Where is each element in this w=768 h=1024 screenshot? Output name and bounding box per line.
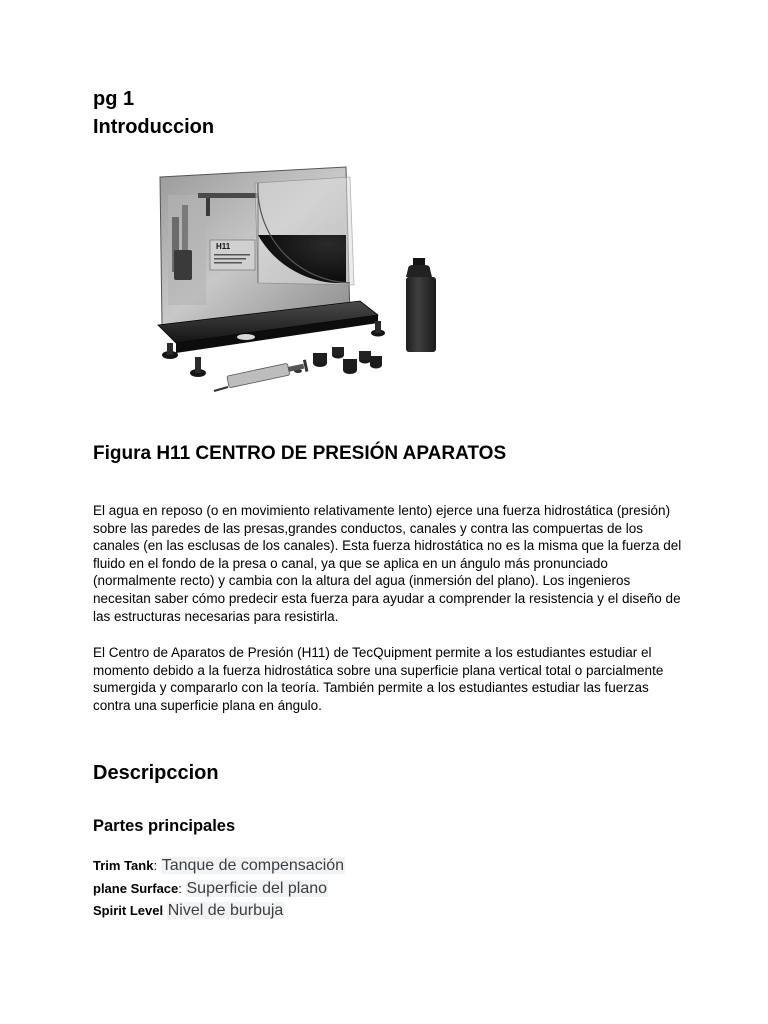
spirit-level-bubble xyxy=(237,334,255,340)
part-term: Trim Tank xyxy=(93,858,154,873)
intro-heading: Introduccion xyxy=(93,116,215,138)
parts-list xyxy=(93,855,345,923)
part-item-trim-tank xyxy=(93,855,345,878)
part-separator: : xyxy=(178,880,186,896)
parts-subheading: Partes principales xyxy=(93,817,236,835)
page-number: pg 1 xyxy=(93,88,135,110)
quadrant-tank xyxy=(255,177,354,285)
part-translation: Tanque de compensación xyxy=(161,857,345,874)
apparatus-figure xyxy=(150,165,480,400)
part-term: plane Surface xyxy=(93,880,179,896)
part-item-plane-surface xyxy=(93,878,345,901)
body-paragraph: El agua en reposo (o en movimiento relativamente lento) ejerce una fuerza hidrostática (presión) sobre las paredes de las presas,grandes conductos, canales y contra las compuertas de los canales (en las esclusas de los canales). Esta fuerza hidrostática no es la misma que la fuerza del fluido en el fondo de la presa o canal, ya que se aplica en un ángulo más pronunciado (normalmente recto) y cambia con la altura del agua (inmersión del plano). Los ingenieros necesitan saber cómo predecir esta fuerza para ayudar a comprender la resistencia y el diseño de las estructuras necesarias para resistirla. xyxy=(93,503,682,624)
part-translation: Superficie del plano xyxy=(186,879,328,897)
panel-label-plate xyxy=(210,240,255,270)
part-translation: Nivel de burbuja xyxy=(167,902,284,919)
part-term: Spirit Level xyxy=(93,903,164,918)
figure-caption: Figura H11 CENTRO DE PRESIÓN APARATOS xyxy=(93,443,507,464)
syringe xyxy=(214,359,308,391)
dye-bottle xyxy=(406,258,436,352)
part-item-spirit-level xyxy=(93,900,345,923)
part-separator: : xyxy=(153,858,161,873)
description-heading: Descripccion xyxy=(93,762,219,784)
panel-model-label: H11 xyxy=(216,242,231,251)
body-paragraph: El Centro de Aparatos de Presión (H11) de TecQuipment permite a los estudiantes estudiar el momento debido a la fuerza hidrostática sobre una superficie plana vertical total o parcialmente sumergida y compararlo con la teoría. También permite a los estudiantes estudiar las fuerzas contra una superficie plana en ángulo. xyxy=(93,645,664,713)
